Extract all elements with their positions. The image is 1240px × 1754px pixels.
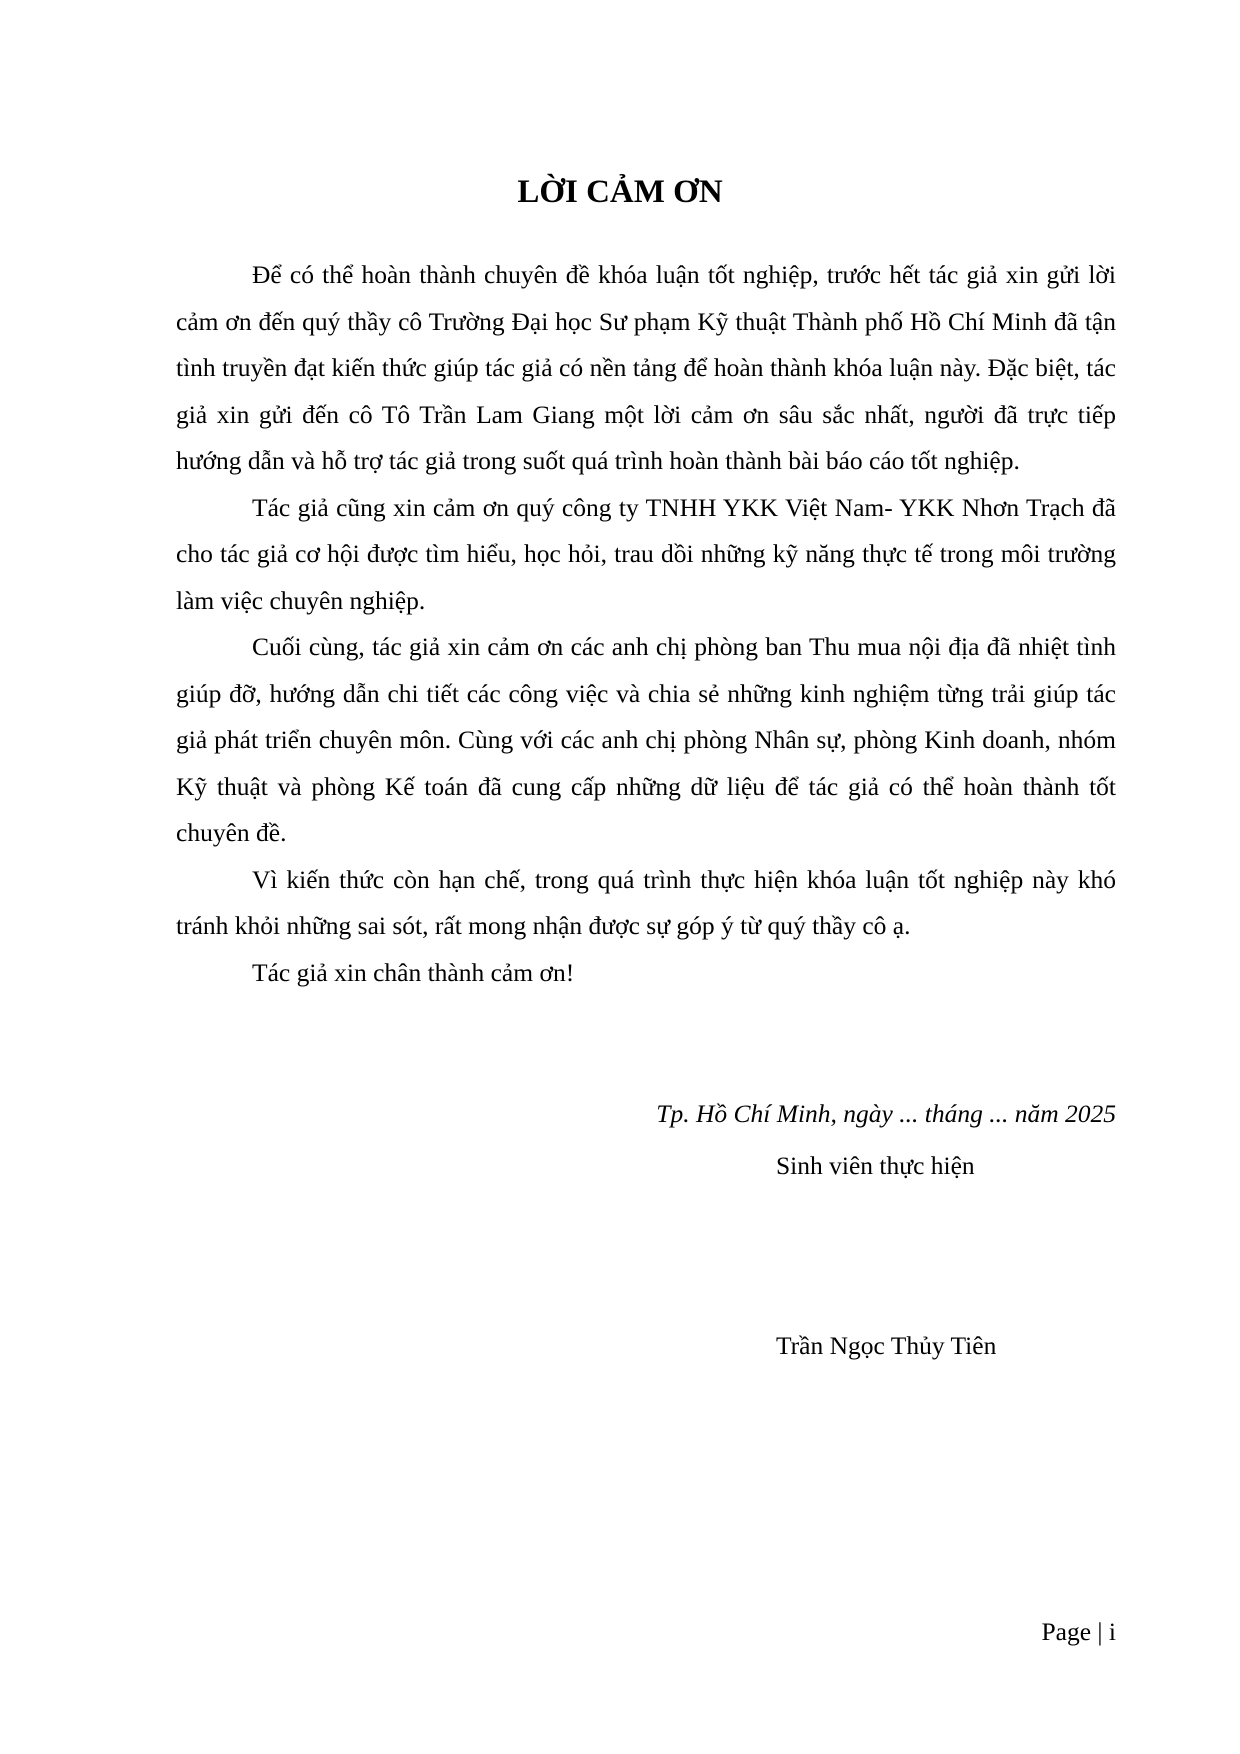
signature-role: Sinh viên thực hiện (776, 1151, 975, 1180)
paragraph-1: Để có thể hoàn thành chuyên đề khóa luận tốt nghiệp, trước hết tác giả xin gửi lời cảm ơn đến quý thầy cô Trường Đại học Sư phạm Kỹ thuật Thành phố Hồ Chí Minh đã tận tình truyền đạt kiến thức giúp tác giả có nền tảng để hoàn thành khóa luận này. Đặc biệt, tác giả xin gửi đến cô Tô Trần Lam Giang một lời cảm ơn sâu sắc nhất, người đã trực tiếp hướng dẫn và hỗ trợ tác giả trong suốt quá trình hoàn thành bài báo cáo tốt nghiệp. (176, 260, 1116, 475)
paragraph-5: Tác giả xin chân thành cảm ơn! (252, 957, 575, 987)
page-number: Page | i (1041, 1617, 1116, 1646)
signature-name: Trần Ngọc Thủy Tiên (776, 1331, 997, 1360)
signature-place-date: Tp. Hồ Chí Minh, ngày ... tháng ... năm 2025 (656, 1099, 1116, 1128)
paragraph-3: Cuối cùng, tác giả xin cảm ơn các anh chị phòng ban Thu mua nội địa đã nhiệt tình giúp đỡ, hướng dẫn chi tiết các công việc và chia sẻ những kinh nghiệm từng trải giúp tác giả phát triển chuyên môn. Cùng với các anh chị phòng Nhân sự, phòng Kinh doanh, nhóm Kỹ thuật và phòng Kế toán đã cung cấp những dữ liệu để tác giả có thể hoàn thành tốt chuyên đề. (176, 632, 1116, 847)
acknowledgement-body (176, 252, 1116, 996)
paragraph-2: Tác giả cũng xin cảm ơn quý công ty TNHH YKK Việt Nam- YKK Nhơn Trạch đã cho tác giả cơ hội được tìm hiểu, học hỏi, trau dồi những kỹ năng thực tế trong môi trường làm việc chuyên nghiệp. (176, 492, 1116, 615)
paragraph-4: Vì kiến thức còn hạn chế, trong quá trình thực hiện khóa luận tốt nghiệp này khó tránh khỏi những sai sót, rất mong nhận được sự góp ý từ quý thầy cô ạ. (176, 864, 1116, 940)
page-title: LỜI CẢM ƠN (517, 174, 723, 210)
